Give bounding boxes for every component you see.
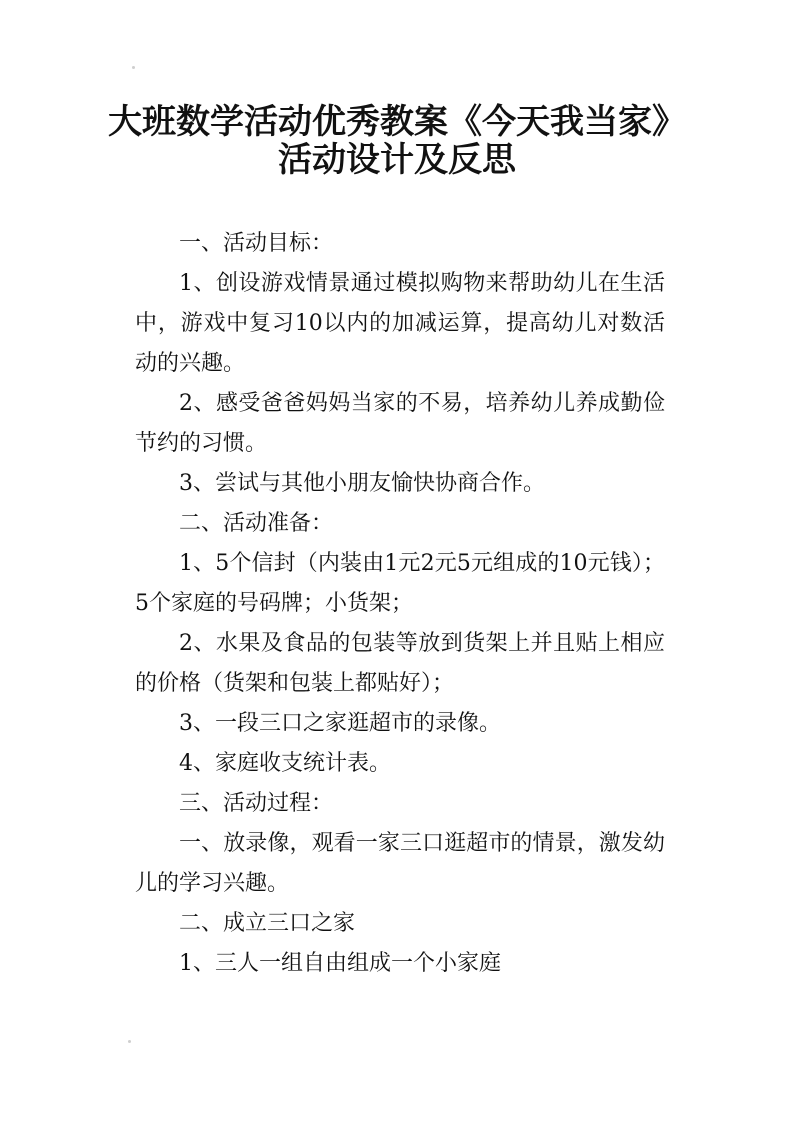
section-heading-goals: 一、活动目标： [179, 231, 334, 256]
goal-item-1: 1、创设游戏情景通过模拟购物来帮助幼儿在生活中，游戏中复习10以内的加减运算，提高幼儿对数活动的兴趣。 [135, 271, 665, 376]
section-heading-preparation: 二、活动准备： [179, 511, 334, 536]
process-substep-1: 1、三人一组自由组成一个小家庭 [179, 951, 501, 976]
process-step-2: 二、成立三口之家 [179, 911, 356, 936]
goal-item-2: 2、感受爸爸妈妈当家的不易，培养幼儿养成勤俭节约的习惯。 [135, 391, 665, 456]
scan-mark [132, 66, 135, 69]
preparation-item-2: 2、水果及食品的包装等放到货架上并且贴上相应的价格（货架和包装上都贴好）； [135, 631, 665, 696]
preparation-item-3: 3、一段三口之家逛超市的录像。 [179, 711, 501, 736]
goal-item-3: 3、尝试与其他小朋友愉快协商合作。 [179, 471, 545, 496]
process-step-1: 一、放录像，观看一家三口逛超市的情景，激发幼儿的学习兴趣。 [135, 831, 665, 896]
document-title-line-1: 大班数学活动优秀教案《今天我当家》 [108, 102, 686, 142]
preparation-item-1: 1、5个信封（内装由1元2元5元组成的10元钱）；5个家庭的号码牌；小货架； [135, 551, 665, 616]
document-title-line-2: 活动设计及反思 [278, 140, 516, 180]
document-body [135, 224, 665, 984]
section-heading-process: 三、活动过程： [179, 791, 334, 816]
preparation-item-4: 4、家庭收支统计表。 [179, 751, 391, 776]
scan-mark [128, 1040, 131, 1043]
